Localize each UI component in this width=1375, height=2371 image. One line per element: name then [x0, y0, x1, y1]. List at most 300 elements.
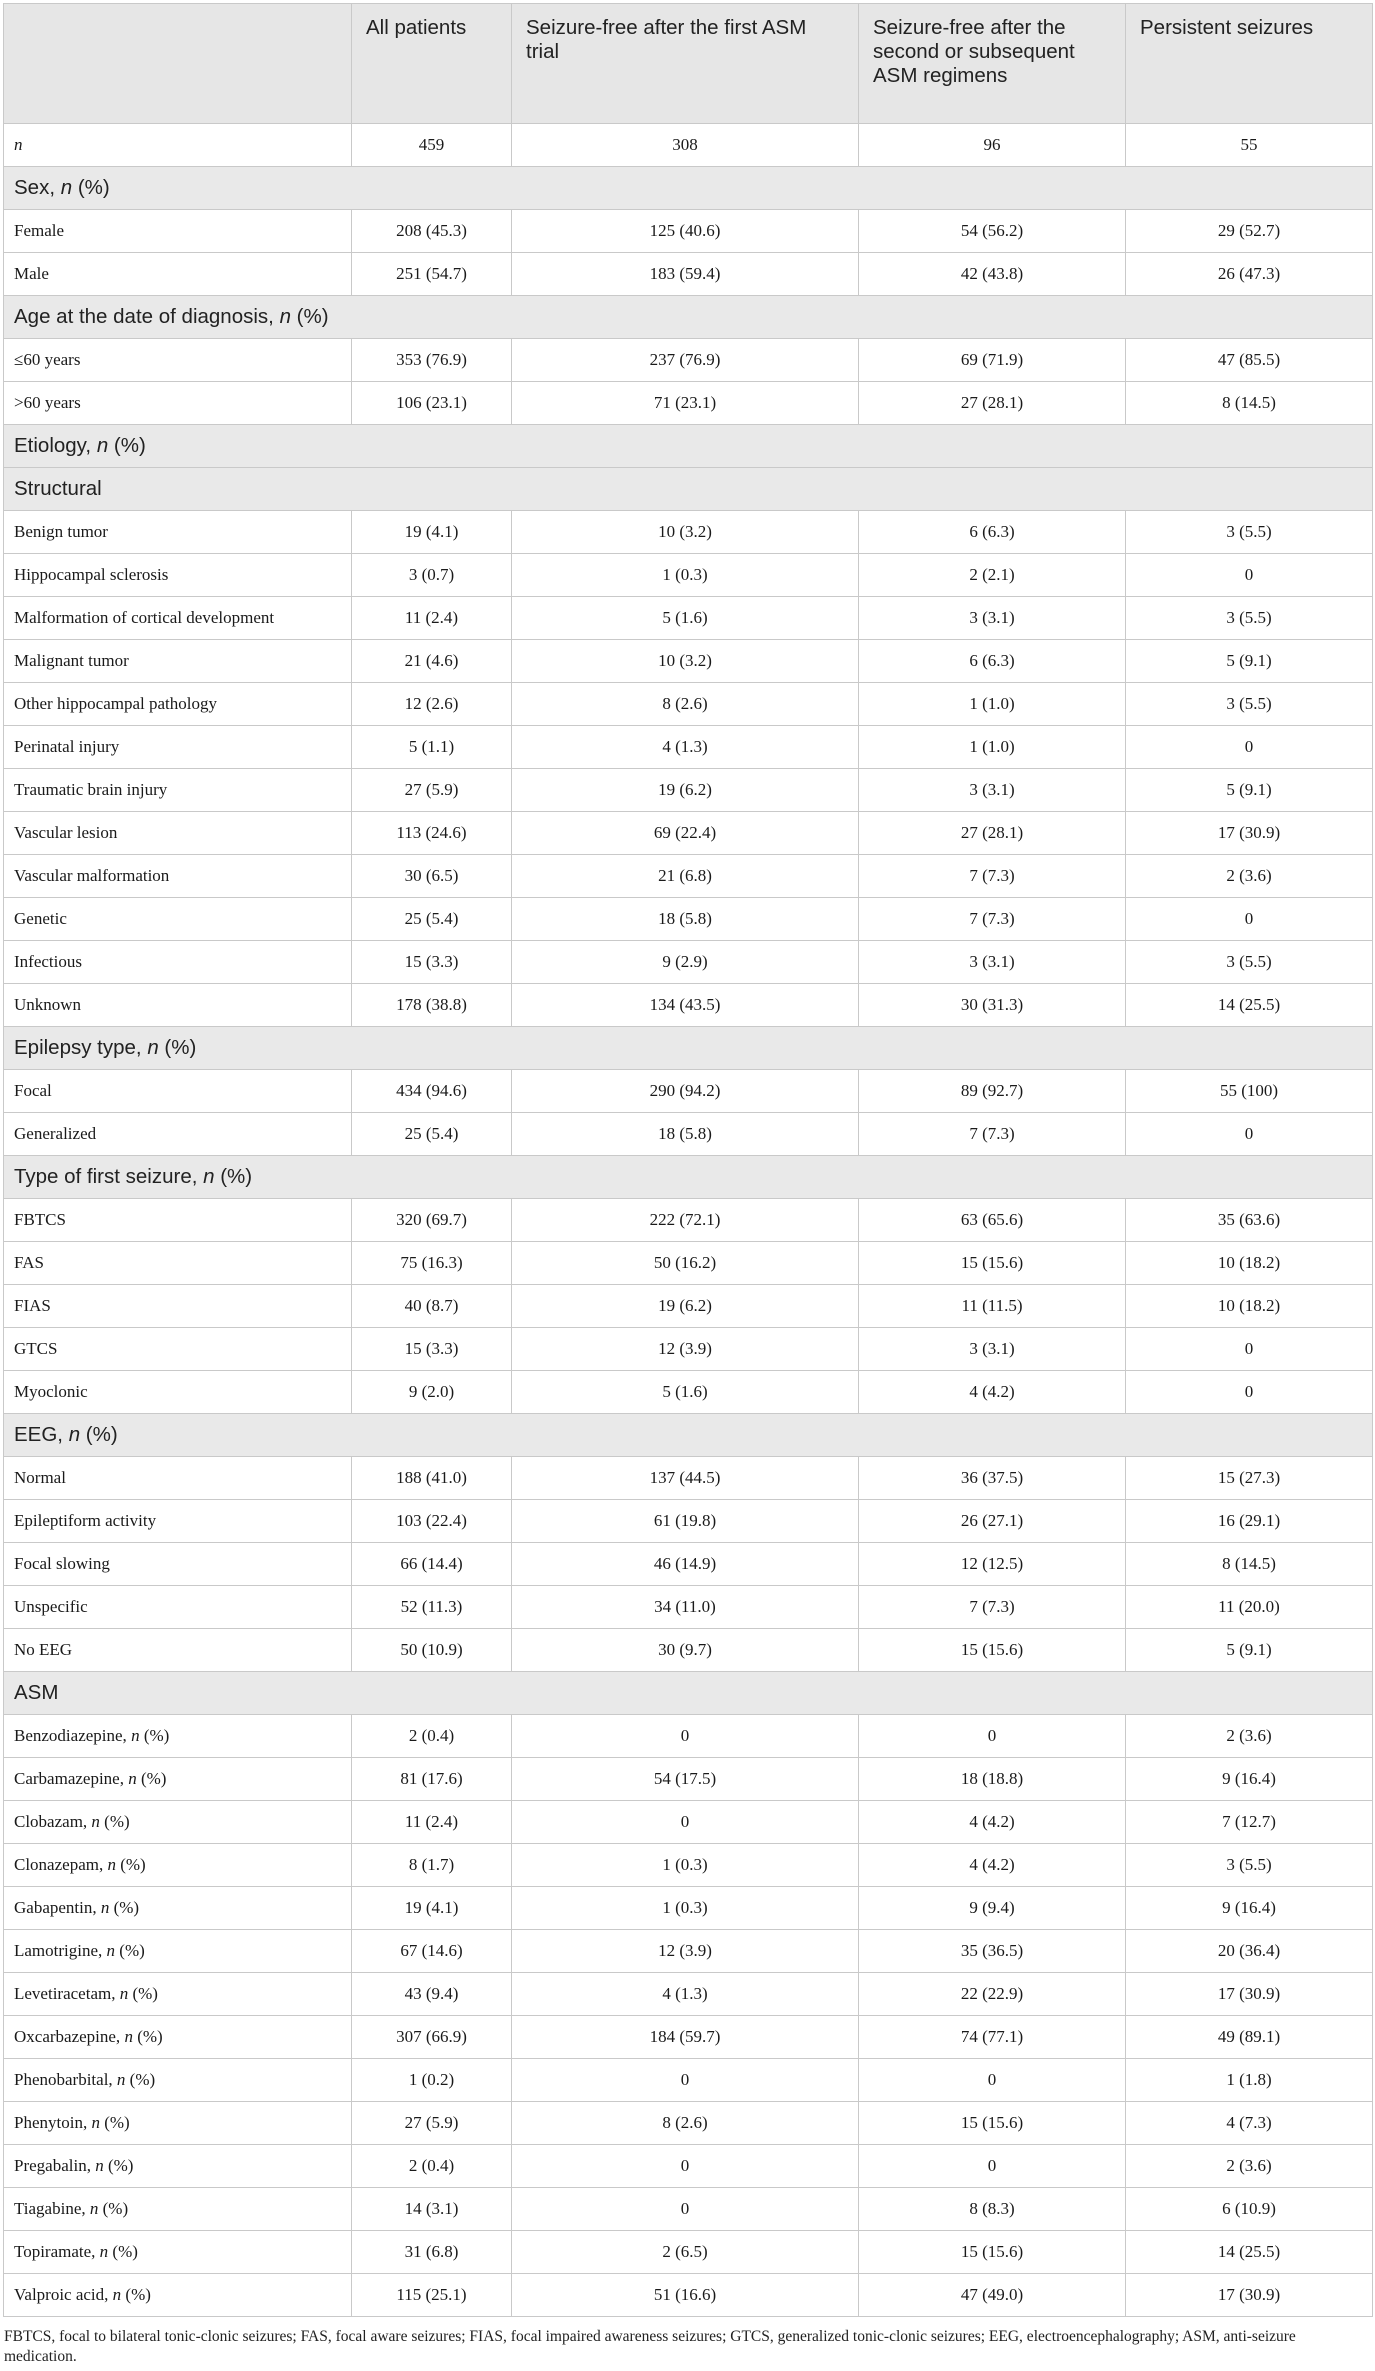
section-label-suffix: (%) — [72, 176, 110, 199]
value-cell: 67 (14.6) — [352, 1930, 512, 1973]
row-label-text: Malformation of cortical development — [14, 608, 275, 627]
row-label — [4, 1500, 352, 1543]
value-cell: 3 (3.1) — [859, 1328, 1126, 1371]
section-label-text: Etiology, — [14, 434, 97, 457]
patient-characteristics-table — [3, 3, 1373, 2317]
table-row — [4, 511, 1373, 554]
value-cell: 30 (9.7) — [512, 1629, 859, 1672]
value-cell: 11 (2.4) — [352, 1801, 512, 1844]
table-row — [4, 1801, 1373, 1844]
value-cell: 15 (27.3) — [1126, 1457, 1373, 1500]
section-header-row — [4, 468, 1373, 511]
value-cell: 2 (2.1) — [859, 554, 1126, 597]
row-label-text: Other hippocampal pathology — [14, 694, 218, 713]
value-cell: 11 (2.4) — [352, 597, 512, 640]
value-cell: 55 (100) — [1126, 1070, 1373, 1113]
value-cell: 0 — [512, 2145, 859, 2188]
value-cell: 3 (5.5) — [1126, 1844, 1373, 1887]
value-cell: 18 (5.8) — [512, 898, 859, 941]
value-cell: 14 (25.5) — [1126, 2231, 1373, 2274]
value-cell: 63 (65.6) — [859, 1199, 1126, 1242]
row-label-suffix: (%) — [132, 2027, 163, 2046]
table-row — [4, 382, 1373, 425]
value-cell: 47 (49.0) — [859, 2274, 1126, 2317]
value-cell: 2 (0.4) — [352, 1715, 512, 1758]
row-label-suffix: (%) — [99, 1812, 130, 1831]
value-cell: 3 (3.1) — [859, 941, 1126, 984]
table-row — [4, 124, 1373, 167]
row-label-text: Benzodiazepine, — [14, 1726, 132, 1745]
value-cell: 0 — [1126, 726, 1373, 769]
table-row — [4, 2102, 1373, 2145]
header-cell-persistent: Persistent seizures — [1126, 4, 1373, 124]
value-cell: 9 (2.9) — [512, 941, 859, 984]
row-label — [4, 382, 352, 425]
value-cell: 10 (3.2) — [512, 511, 859, 554]
section-label — [4, 1027, 1373, 1070]
value-cell: 183 (59.4) — [512, 253, 859, 296]
row-label — [4, 339, 352, 382]
value-cell: 8 (2.6) — [512, 2102, 859, 2145]
row-label — [4, 124, 352, 167]
section-label-text: Epilepsy type, — [14, 1036, 148, 1059]
value-cell: 17 (30.9) — [1126, 812, 1373, 855]
value-cell: 15 (15.6) — [859, 2102, 1126, 2145]
section-label — [4, 425, 1373, 468]
table-row — [4, 1328, 1373, 1371]
value-cell: 29 (52.7) — [1126, 210, 1373, 253]
value-cell: 81 (17.6) — [352, 1758, 512, 1801]
section-label-suffix: (%) — [108, 434, 146, 457]
value-cell: 353 (76.9) — [352, 339, 512, 382]
header-cell-seizure-free-subsequent: Seizure-free after the second or subsequent ASM regimens — [859, 4, 1126, 124]
row-label — [4, 2102, 352, 2145]
value-cell: 15 (3.3) — [352, 941, 512, 984]
section-label-text: EEG, — [14, 1423, 69, 1446]
row-label — [4, 1801, 352, 1844]
value-cell: 66 (14.4) — [352, 1543, 512, 1586]
value-cell: 21 (6.8) — [512, 855, 859, 898]
row-label-italic: n — [91, 2113, 100, 2132]
value-cell: 12 (3.9) — [512, 1930, 859, 1973]
row-label — [4, 1457, 352, 1500]
value-cell: 30 (6.5) — [352, 855, 512, 898]
row-label-text: Hippocampal sclerosis — [14, 565, 169, 584]
row-label — [4, 1242, 352, 1285]
value-cell: 19 (6.2) — [512, 769, 859, 812]
value-cell: 15 (15.6) — [859, 1242, 1126, 1285]
section-label-italic: n — [68, 1423, 81, 1446]
value-cell: 8 (1.7) — [352, 1844, 512, 1887]
row-label-italic: n — [95, 2156, 104, 2175]
value-cell: 3 (5.5) — [1126, 941, 1373, 984]
section-label-suffix: (%) — [290, 305, 329, 328]
value-cell: 0 — [859, 2059, 1126, 2102]
row-label-text: Oxcarbazepine, — [14, 2027, 125, 2046]
value-cell: 0 — [512, 1715, 859, 1758]
table-row — [4, 2188, 1373, 2231]
row-label-text: No EEG — [14, 1640, 73, 1659]
value-cell: 290 (94.2) — [512, 1070, 859, 1113]
section-label-text: Sex, — [14, 176, 61, 199]
value-cell: 52 (11.3) — [352, 1586, 512, 1629]
table-row — [4, 2016, 1373, 2059]
value-cell: 115 (25.1) — [352, 2274, 512, 2317]
value-cell: 26 (27.1) — [859, 1500, 1126, 1543]
row-label-text: Benign tumor — [14, 522, 108, 541]
row-label-text: Vascular lesion — [14, 823, 118, 842]
value-cell: 2 (3.6) — [1126, 2145, 1373, 2188]
value-cell: 125 (40.6) — [512, 210, 859, 253]
row-label-text: Topiramate, — [14, 2242, 100, 2261]
row-label — [4, 1887, 352, 1930]
value-cell: 0 — [512, 2059, 859, 2102]
value-cell: 7 (7.3) — [859, 898, 1126, 941]
value-cell: 4 (4.2) — [859, 1371, 1126, 1414]
row-label — [4, 1629, 352, 1672]
row-label-suffix: (%) — [108, 2242, 138, 2261]
row-label-suffix: (%) — [121, 2285, 151, 2304]
value-cell: 3 (3.1) — [859, 769, 1126, 812]
section-label — [4, 296, 1373, 339]
table-row — [4, 1457, 1373, 1500]
value-cell: 15 (3.3) — [352, 1328, 512, 1371]
value-cell: 0 — [859, 1715, 1126, 1758]
table-row — [4, 855, 1373, 898]
value-cell: 2 (6.5) — [512, 2231, 859, 2274]
table-row — [4, 1887, 1373, 1930]
table-row — [4, 1543, 1373, 1586]
row-label-text: Normal — [14, 1468, 66, 1487]
value-cell: 19 (4.1) — [352, 1887, 512, 1930]
row-label-italic: n — [89, 2199, 99, 2218]
value-cell: 4 (4.2) — [859, 1801, 1126, 1844]
value-cell: 178 (38.8) — [352, 984, 512, 1027]
row-label-italic: n — [100, 1898, 110, 1917]
table-row — [4, 941, 1373, 984]
table-row — [4, 1629, 1373, 1672]
row-label-suffix: (%) — [115, 1855, 146, 1874]
table-row — [4, 1758, 1373, 1801]
row-label-text: >60 years — [14, 393, 81, 412]
value-cell: 8 (8.3) — [859, 2188, 1126, 2231]
row-label — [4, 1715, 352, 1758]
row-label-text: Focal — [14, 1081, 52, 1100]
row-label-italic: n — [116, 2070, 126, 2089]
value-cell: 5 (9.1) — [1126, 1629, 1373, 1672]
value-cell: 8 (2.6) — [512, 683, 859, 726]
value-cell: 69 (22.4) — [512, 812, 859, 855]
row-label-italic: n — [112, 2285, 122, 2304]
row-label-text: Carbamazepine, — [14, 1769, 129, 1788]
value-cell: 54 (56.2) — [859, 210, 1126, 253]
table-row — [4, 769, 1373, 812]
value-cell: 14 (25.5) — [1126, 984, 1373, 1027]
value-cell: 5 (9.1) — [1126, 769, 1373, 812]
row-label — [4, 2274, 352, 2317]
value-cell: 3 (5.5) — [1126, 683, 1373, 726]
row-label — [4, 2188, 352, 2231]
value-cell: 3 (5.5) — [1126, 597, 1373, 640]
value-cell: 50 (10.9) — [352, 1629, 512, 1672]
row-label-text: Phenobarbital, — [14, 2070, 117, 2089]
row-label — [4, 941, 352, 984]
row-label-text: Levetiracetam, — [14, 1984, 120, 2003]
value-cell: 2 (3.6) — [1126, 855, 1373, 898]
value-cell: 113 (24.6) — [352, 812, 512, 855]
value-cell: 9 (9.4) — [859, 1887, 1126, 1930]
value-cell: 1 (1.0) — [859, 726, 1126, 769]
value-cell: 10 (18.2) — [1126, 1242, 1373, 1285]
row-label-italic: n — [128, 1769, 137, 1788]
table-row — [4, 253, 1373, 296]
table-row — [4, 683, 1373, 726]
value-cell: 8 (14.5) — [1126, 382, 1373, 425]
row-label-text: FAS — [14, 1253, 44, 1272]
row-label-italic: n — [91, 1812, 100, 1831]
section-label-italic: n — [279, 305, 291, 328]
section-label-suffix: (%) — [214, 1165, 253, 1188]
row-label-suffix: (%) — [125, 2070, 156, 2089]
table-row — [4, 2231, 1373, 2274]
table-row — [4, 984, 1373, 1027]
value-cell: 6 (6.3) — [859, 511, 1126, 554]
value-cell: 27 (5.9) — [352, 2102, 512, 2145]
row-label-text: Epileptiform activity — [14, 1511, 157, 1530]
row-label-text: Female — [14, 221, 65, 240]
row-label-text: Male — [14, 264, 49, 283]
value-cell: 69 (71.9) — [859, 339, 1126, 382]
value-cell: 3 (3.1) — [859, 597, 1126, 640]
value-cell: 20 (36.4) — [1126, 1930, 1373, 1973]
value-cell: 103 (22.4) — [352, 1500, 512, 1543]
row-label-suffix: (%) — [103, 2156, 134, 2175]
value-cell: 40 (8.7) — [352, 1285, 512, 1328]
table-row — [4, 2274, 1373, 2317]
value-cell: 25 (5.4) — [352, 898, 512, 941]
table-row — [4, 2059, 1373, 2102]
row-label-text: Myoclonic — [14, 1382, 88, 1401]
value-cell: 8 (14.5) — [1126, 1543, 1373, 1586]
section-label-text: Age at the date of diagnosis, — [14, 305, 280, 328]
row-label-italic: n — [119, 1984, 129, 2003]
value-cell: 222 (72.1) — [512, 1199, 859, 1242]
row-label-text: ≤60 years — [14, 350, 81, 369]
value-cell: 54 (17.5) — [512, 1758, 859, 1801]
row-label-italic: n — [131, 1726, 140, 1745]
section-header-row — [4, 296, 1373, 339]
value-cell: 42 (43.8) — [859, 253, 1126, 296]
row-label-suffix: (%) — [139, 1726, 170, 1745]
table-body — [4, 124, 1373, 2317]
table-row — [4, 339, 1373, 382]
value-cell: 5 (1.6) — [512, 597, 859, 640]
table-row — [4, 1199, 1373, 1242]
value-cell: 7 (12.7) — [1126, 1801, 1373, 1844]
value-cell: 27 (28.1) — [859, 812, 1126, 855]
value-cell: 71 (23.1) — [512, 382, 859, 425]
row-label-italic: n — [99, 2242, 109, 2261]
table-row — [4, 1070, 1373, 1113]
value-cell: 1 (0.3) — [512, 1887, 859, 1930]
table-row — [4, 1285, 1373, 1328]
value-cell: 459 — [352, 124, 512, 167]
row-label-text: Gabapentin, — [14, 1898, 101, 1917]
value-cell: 96 — [859, 124, 1126, 167]
table-row — [4, 640, 1373, 683]
row-label-text: Perinatal injury — [14, 737, 120, 756]
value-cell: 307 (66.9) — [352, 2016, 512, 2059]
value-cell: 22 (22.9) — [859, 1973, 1126, 2016]
header-cell-seizure-free-first: Seizure-free after the first ASM trial — [512, 4, 859, 124]
row-label — [4, 2059, 352, 2102]
value-cell: 1 (1.8) — [1126, 2059, 1373, 2102]
table-row — [4, 812, 1373, 855]
value-cell: 0 — [512, 1801, 859, 1844]
value-cell: 320 (69.7) — [352, 1199, 512, 1242]
table-row — [4, 1586, 1373, 1629]
value-cell: 49 (89.1) — [1126, 2016, 1373, 2059]
row-label — [4, 1930, 352, 1973]
value-cell: 7 (7.3) — [859, 1586, 1126, 1629]
value-cell: 4 (1.3) — [512, 1973, 859, 2016]
table-row — [4, 1242, 1373, 1285]
value-cell: 1 (0.3) — [512, 1844, 859, 1887]
section-label-italic: n — [203, 1165, 215, 1188]
row-label — [4, 511, 352, 554]
row-label — [4, 1844, 352, 1887]
section-header-row — [4, 167, 1373, 210]
value-cell: 2 (3.6) — [1126, 1715, 1373, 1758]
section-label-text: ASM — [14, 1681, 59, 1704]
table-row — [4, 1371, 1373, 1414]
row-label-text: n — [14, 135, 23, 154]
table-row — [4, 898, 1373, 941]
row-label-text: Clonazepam, — [14, 1855, 108, 1874]
row-label — [4, 597, 352, 640]
row-label — [4, 2016, 352, 2059]
value-cell: 0 — [1126, 554, 1373, 597]
row-label — [4, 855, 352, 898]
value-cell: 12 (3.9) — [512, 1328, 859, 1371]
value-cell: 43 (9.4) — [352, 1973, 512, 2016]
section-label-suffix: (%) — [80, 1423, 118, 1446]
value-cell: 27 (5.9) — [352, 769, 512, 812]
value-cell: 51 (16.6) — [512, 2274, 859, 2317]
header-cell-label — [4, 4, 352, 124]
section-label — [4, 1414, 1373, 1457]
row-label — [4, 2231, 352, 2274]
value-cell: 89 (92.7) — [859, 1070, 1126, 1113]
section-header-row — [4, 425, 1373, 468]
row-label-suffix: (%) — [128, 1984, 158, 2003]
value-cell: 1 (0.2) — [352, 2059, 512, 2102]
row-label-suffix: (%) — [115, 1941, 145, 1960]
value-cell: 4 (7.3) — [1126, 2102, 1373, 2145]
table-row — [4, 726, 1373, 769]
value-cell: 46 (14.9) — [512, 1543, 859, 1586]
row-label — [4, 1586, 352, 1629]
value-cell: 19 (4.1) — [352, 511, 512, 554]
value-cell: 0 — [859, 2145, 1126, 2188]
table-row — [4, 1844, 1373, 1887]
row-label-text: Vascular malformation — [14, 866, 170, 885]
value-cell: 4 (4.2) — [859, 1844, 1126, 1887]
value-cell: 134 (43.5) — [512, 984, 859, 1027]
value-cell: 31 (6.8) — [352, 2231, 512, 2274]
table-row — [4, 210, 1373, 253]
value-cell: 10 (3.2) — [512, 640, 859, 683]
value-cell: 237 (76.9) — [512, 339, 859, 382]
value-cell: 137 (44.5) — [512, 1457, 859, 1500]
row-label-text: Clobazam, — [14, 1812, 92, 1831]
row-label — [4, 769, 352, 812]
row-label — [4, 898, 352, 941]
value-cell: 184 (59.7) — [512, 2016, 859, 2059]
value-cell: 50 (16.2) — [512, 1242, 859, 1285]
value-cell: 2 (0.4) — [352, 2145, 512, 2188]
value-cell: 35 (36.5) — [859, 1930, 1126, 1973]
value-cell: 25 (5.4) — [352, 1113, 512, 1156]
section-label-suffix: (%) — [158, 1036, 197, 1059]
section-header-row — [4, 1414, 1373, 1457]
row-label — [4, 683, 352, 726]
section-header-row — [4, 1027, 1373, 1070]
section-header-row — [4, 1156, 1373, 1199]
value-cell: 6 (10.9) — [1126, 2188, 1373, 2231]
table-container — [3, 3, 1372, 2367]
row-label — [4, 1973, 352, 2016]
row-label-text: FBTCS — [14, 1210, 66, 1229]
value-cell: 0 — [1126, 898, 1373, 941]
table-row — [4, 1113, 1373, 1156]
row-label-suffix: (%) — [109, 1898, 140, 1917]
value-cell: 30 (31.3) — [859, 984, 1126, 1027]
row-label — [4, 1371, 352, 1414]
value-cell: 17 (30.9) — [1126, 1973, 1373, 2016]
row-label-text: FIAS — [14, 1296, 51, 1315]
value-cell: 19 (6.2) — [512, 1285, 859, 1328]
value-cell: 36 (37.5) — [859, 1457, 1126, 1500]
table-row — [4, 1715, 1373, 1758]
row-label — [4, 812, 352, 855]
row-label-text: Focal slowing — [14, 1554, 110, 1573]
row-label — [4, 2145, 352, 2188]
value-cell: 5 (9.1) — [1126, 640, 1373, 683]
value-cell: 14 (3.1) — [352, 2188, 512, 2231]
value-cell: 106 (23.1) — [352, 382, 512, 425]
value-cell: 9 (16.4) — [1126, 1887, 1373, 1930]
value-cell: 15 (15.6) — [859, 1629, 1126, 1672]
value-cell: 5 (1.1) — [352, 726, 512, 769]
value-cell: 34 (11.0) — [512, 1586, 859, 1629]
row-label — [4, 1113, 352, 1156]
value-cell: 9 (16.4) — [1126, 1758, 1373, 1801]
row-label — [4, 984, 352, 1027]
row-label — [4, 726, 352, 769]
section-label-italic: n — [96, 434, 109, 457]
table-row — [4, 1500, 1373, 1543]
row-label-italic: n — [124, 2027, 133, 2046]
value-cell: 26 (47.3) — [1126, 253, 1373, 296]
value-cell: 18 (18.8) — [859, 1758, 1126, 1801]
value-cell: 3 (5.5) — [1126, 511, 1373, 554]
row-label — [4, 640, 352, 683]
value-cell: 7 (7.3) — [859, 1113, 1126, 1156]
value-cell: 0 — [512, 2188, 859, 2231]
row-label-text: GTCS — [14, 1339, 58, 1358]
row-label-text: Malignant tumor — [14, 651, 129, 670]
